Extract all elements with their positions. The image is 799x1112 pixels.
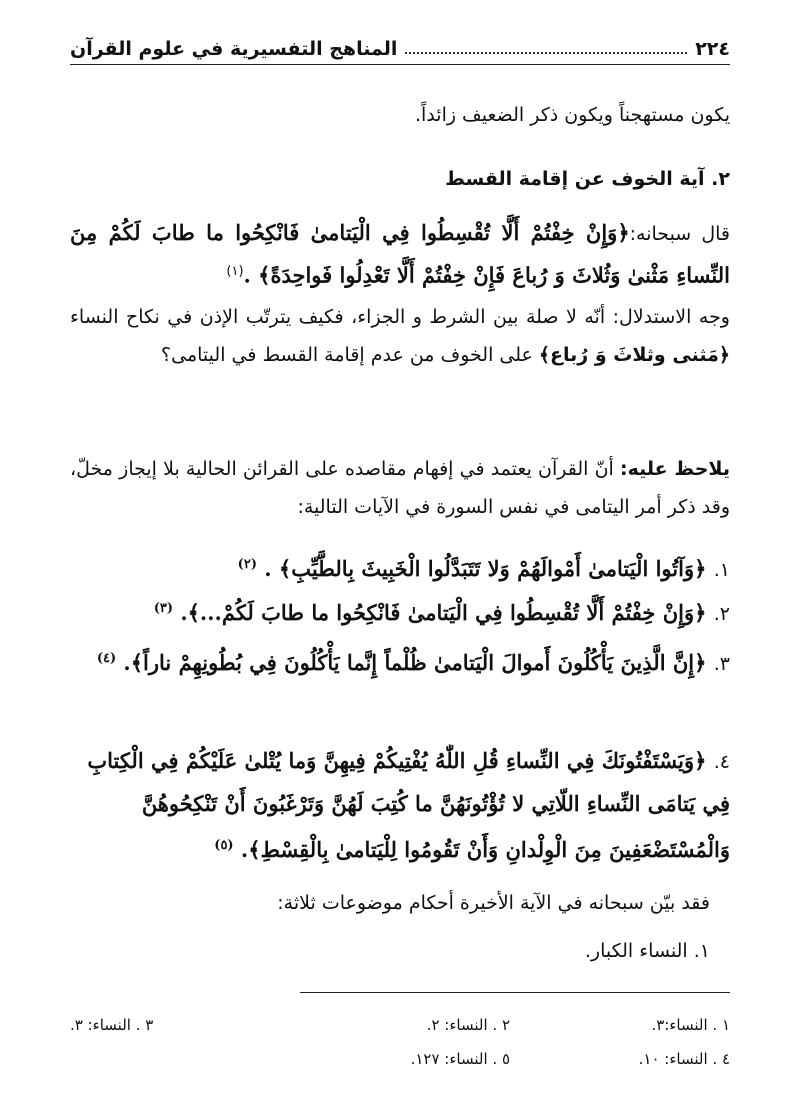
note-paragraph	[70, 450, 730, 526]
verse-intro: قال سبحانه:	[629, 223, 730, 245]
page-number: ٢٢٤	[695, 38, 730, 60]
footnote: ٢ . النساء: ٢.	[426, 1016, 510, 1034]
continuation-line: يكون مستهجناً ويكون ذكر الضعيف زائداً.	[414, 104, 730, 126]
book-title: المناهج التفسيرية في علوم القرآن	[70, 38, 398, 60]
footnote: ٣ . النساء: ٣.	[70, 1016, 154, 1034]
footnote-ref: (١)	[226, 264, 244, 279]
conclusion-line: فقد بيّن سبحانه في الآية الأخيرة أحكام موضوعات ثلاثة:	[277, 892, 710, 914]
header-leader-dots	[405, 52, 687, 54]
verse-paragraph	[70, 214, 730, 295]
page	[70, 0, 730, 1112]
note-label: يلاحظ عليه:	[620, 458, 730, 480]
verse-list-item: ١. ﴿وَآتُوا الْيَتامىٰ أَمْوالَهُمْ وَلا تَتَبَدَّلُوا الْخَبِيثَ بِالطَّيِّبِ﴾ . $^{(٢)}$	[237, 556, 730, 581]
footnote: ٤ . النساء: ١٠.	[638, 1050, 730, 1068]
footnotes	[70, 1008, 730, 1076]
footnote-divider	[300, 992, 730, 993]
note-text: أنّ القرآن يعتمد في إفهام مقاصده على القرائن الحالية بلا إيجاز مخلّ، وقد ذكر أمر اليتامى في نفس السورة في الآيات التالية:	[70, 458, 730, 518]
argument-verse: ﴿مَثنى وثلاثَ وَ رُباع﴾	[538, 344, 730, 366]
verse-list-item: ٤. ﴿وَيَسْتَفْتُونَكَ فِي النِّساءِ قُلِ اللّٰهُ يُفْتِيكُمْ فِيهِنَّ وَما يُتْلىٰ عَلَيْكُمْ فِي الْكِتابِ فِي يَتامَى النِّساءِ اللّاتِي لا تُؤْتُونَهُنَّ ما كُتِبَ لَهُنَّ وَتَرْغَبُونَ أَنْ تَنْكِحُوهُنَّ وَالْمُسْتَضْعَفِينَ مِنَ الْوِلْدانِ وَأَنْ تَقُومُوا لِلْيَتامىٰ بِالْقِسْطِ﴾. $^{(٥)}$	[87, 748, 730, 862]
verse-text: ﴿وَإِنْ خِفْتُمْ أَلَّا تُقْسِطُوا فِي الْيَتامىٰ فَانْكِحُوا ما طابَ لَكُمْ مِنَ النِّساءِ مَثْنىٰ وَثُلاثَ وَ رُباعَ فَإِنْ خِفْتُمْ أَلَّا تَعْدِلُوا فَواحِدَةً﴾ .	[70, 220, 730, 288]
verse-list-item: ٢. ﴿وَإِنْ خِفْتُمْ أَلَّا تُقْسِطُوا فِي الْيَتامىٰ فَانْكِحُوا ما طابَ لَكُمْ...﴾. $^{(٣)}$	[153, 600, 730, 625]
footnote: ١ . النساء:٣.	[651, 1016, 730, 1034]
argument-paragraph: وجه الاستدلال: أنّه لا صلة بين الشرط و الجزاء، فكيف يترتّب الإذن في نكاح النساء ﴿مَثنى وثلاثَ وَ رُباع﴾ على الخوف من عدم إقامة القسط في اليتامى؟	[70, 306, 730, 366]
verse-list-item: ٣. ﴿إِنَّ الَّذِينَ يَأْكُلُونَ أَموالَ الْيَتامىٰ ظُلْماً إِنَّما يَأْكُلُونَ فِي بُطُونِهِمْ ناراً﴾. $^{(٤)}$	[96, 650, 730, 675]
section-heading: ٢. آية الخوف عن إقامة القسط	[445, 168, 730, 190]
running-header	[70, 30, 730, 65]
footnote: ٥ . النساء: ١٢٧.	[410, 1050, 510, 1068]
topic-item: ١. النساء الكبار.	[584, 940, 710, 962]
